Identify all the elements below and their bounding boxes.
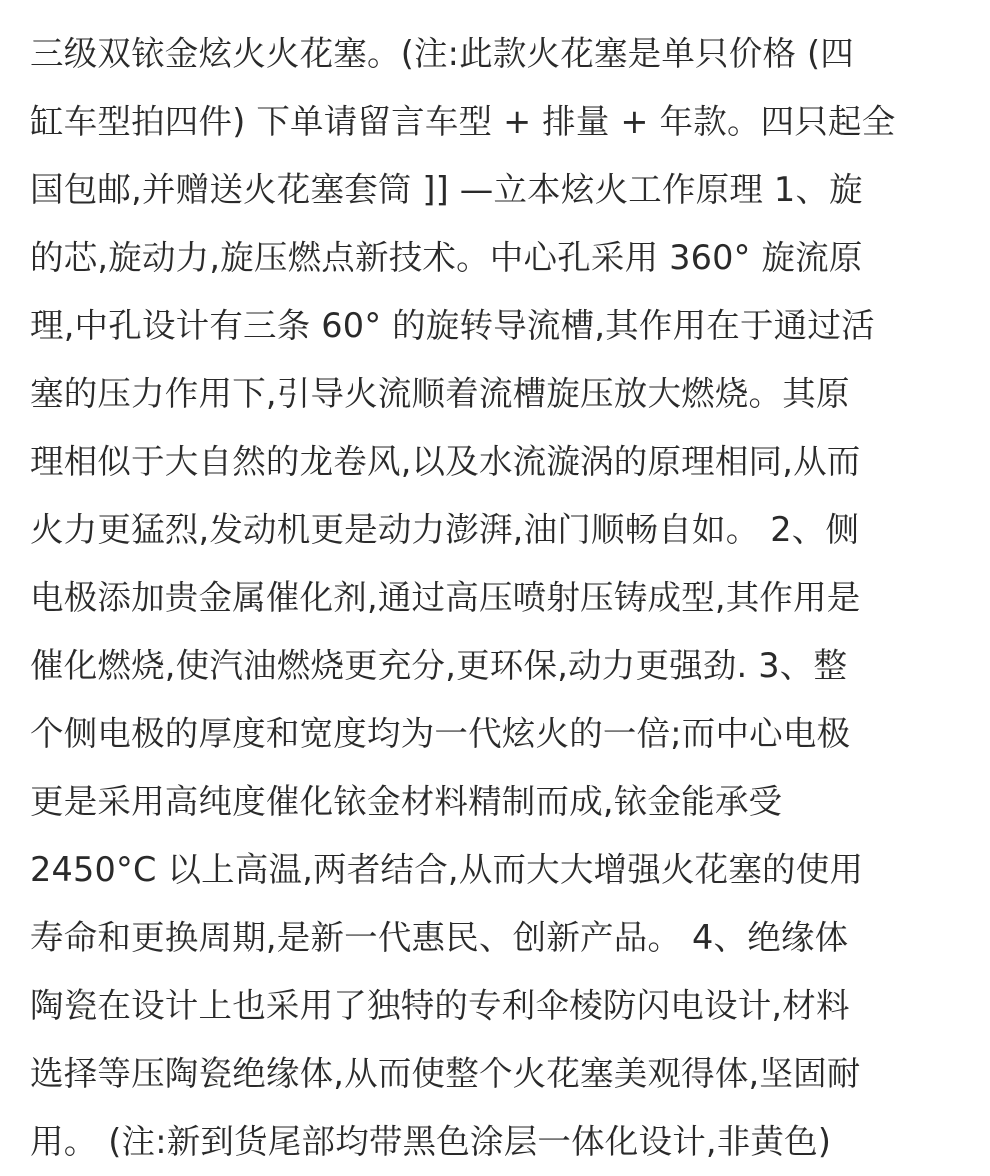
description-line-2: 缸车型拍四件) 下单请留言车型 + 排量 + 年款。四只起全 bbox=[30, 102, 896, 141]
description-line-17: 用。 (注:新到货尾部均带黑色涂层一体化设计,非黄色) bbox=[30, 1122, 832, 1161]
description-line-6: 塞的压力作用下,引导火流顺着流槽旋压放大燃烧。其原 bbox=[30, 374, 850, 413]
description-line-10: 催化燃烧,使汽油燃烧更充分,更环保,动力更强劲. 3、整 bbox=[30, 646, 848, 685]
product-description-text bbox=[30, 20, 970, 1176]
description-line-14: 寿命和更换周期,是新一代惠民、创新产品。 4、绝缘体 bbox=[30, 918, 849, 957]
description-line-9: 电极添加贵金属催化剂,通过高压喷射压铸成型,其作用是 bbox=[30, 578, 861, 617]
description-line-8: 火力更猛烈,发动机更是动力澎湃,油门顺畅自如。 2、侧 bbox=[30, 510, 860, 549]
description-line-13: 2450°C 以上高温,两者结合,从而大大增强火花塞的使用 bbox=[30, 850, 864, 889]
description-line-15: 陶瓷在设计上也采用了独特的专利伞棱防闪电设计,材料 bbox=[30, 986, 850, 1025]
description-line-12: 更是采用高纯度催化铱金材料精制而成,铱金能承受 bbox=[30, 782, 783, 821]
description-line-5: 理,中孔设计有三条 60° 的旋转导流槽,其作用在于通过活 bbox=[30, 306, 875, 345]
description-line-16: 选择等压陶瓷绝缘体,从而使整个火花塞美观得体,坚固耐 bbox=[30, 1054, 861, 1093]
description-line-4: 的芯,旋动力,旋压燃点新技术。中心孔采用 360° 旋流原 bbox=[30, 238, 863, 277]
description-line-3: 国包邮,并赠送火花塞套筒 ]] —立本炫火工作原理 1、旋 bbox=[30, 170, 863, 209]
description-line-7: 理相似于大自然的龙卷风,以及水流漩涡的原理相同,从而 bbox=[30, 442, 861, 481]
description-line-11: 个侧电极的厚度和宽度均为一代炫火的一倍;而中心电极 bbox=[30, 714, 851, 753]
description-line-1: 三级双铱金炫火火花塞。(注:此款火花塞是单只价格 (四 bbox=[30, 34, 854, 73]
